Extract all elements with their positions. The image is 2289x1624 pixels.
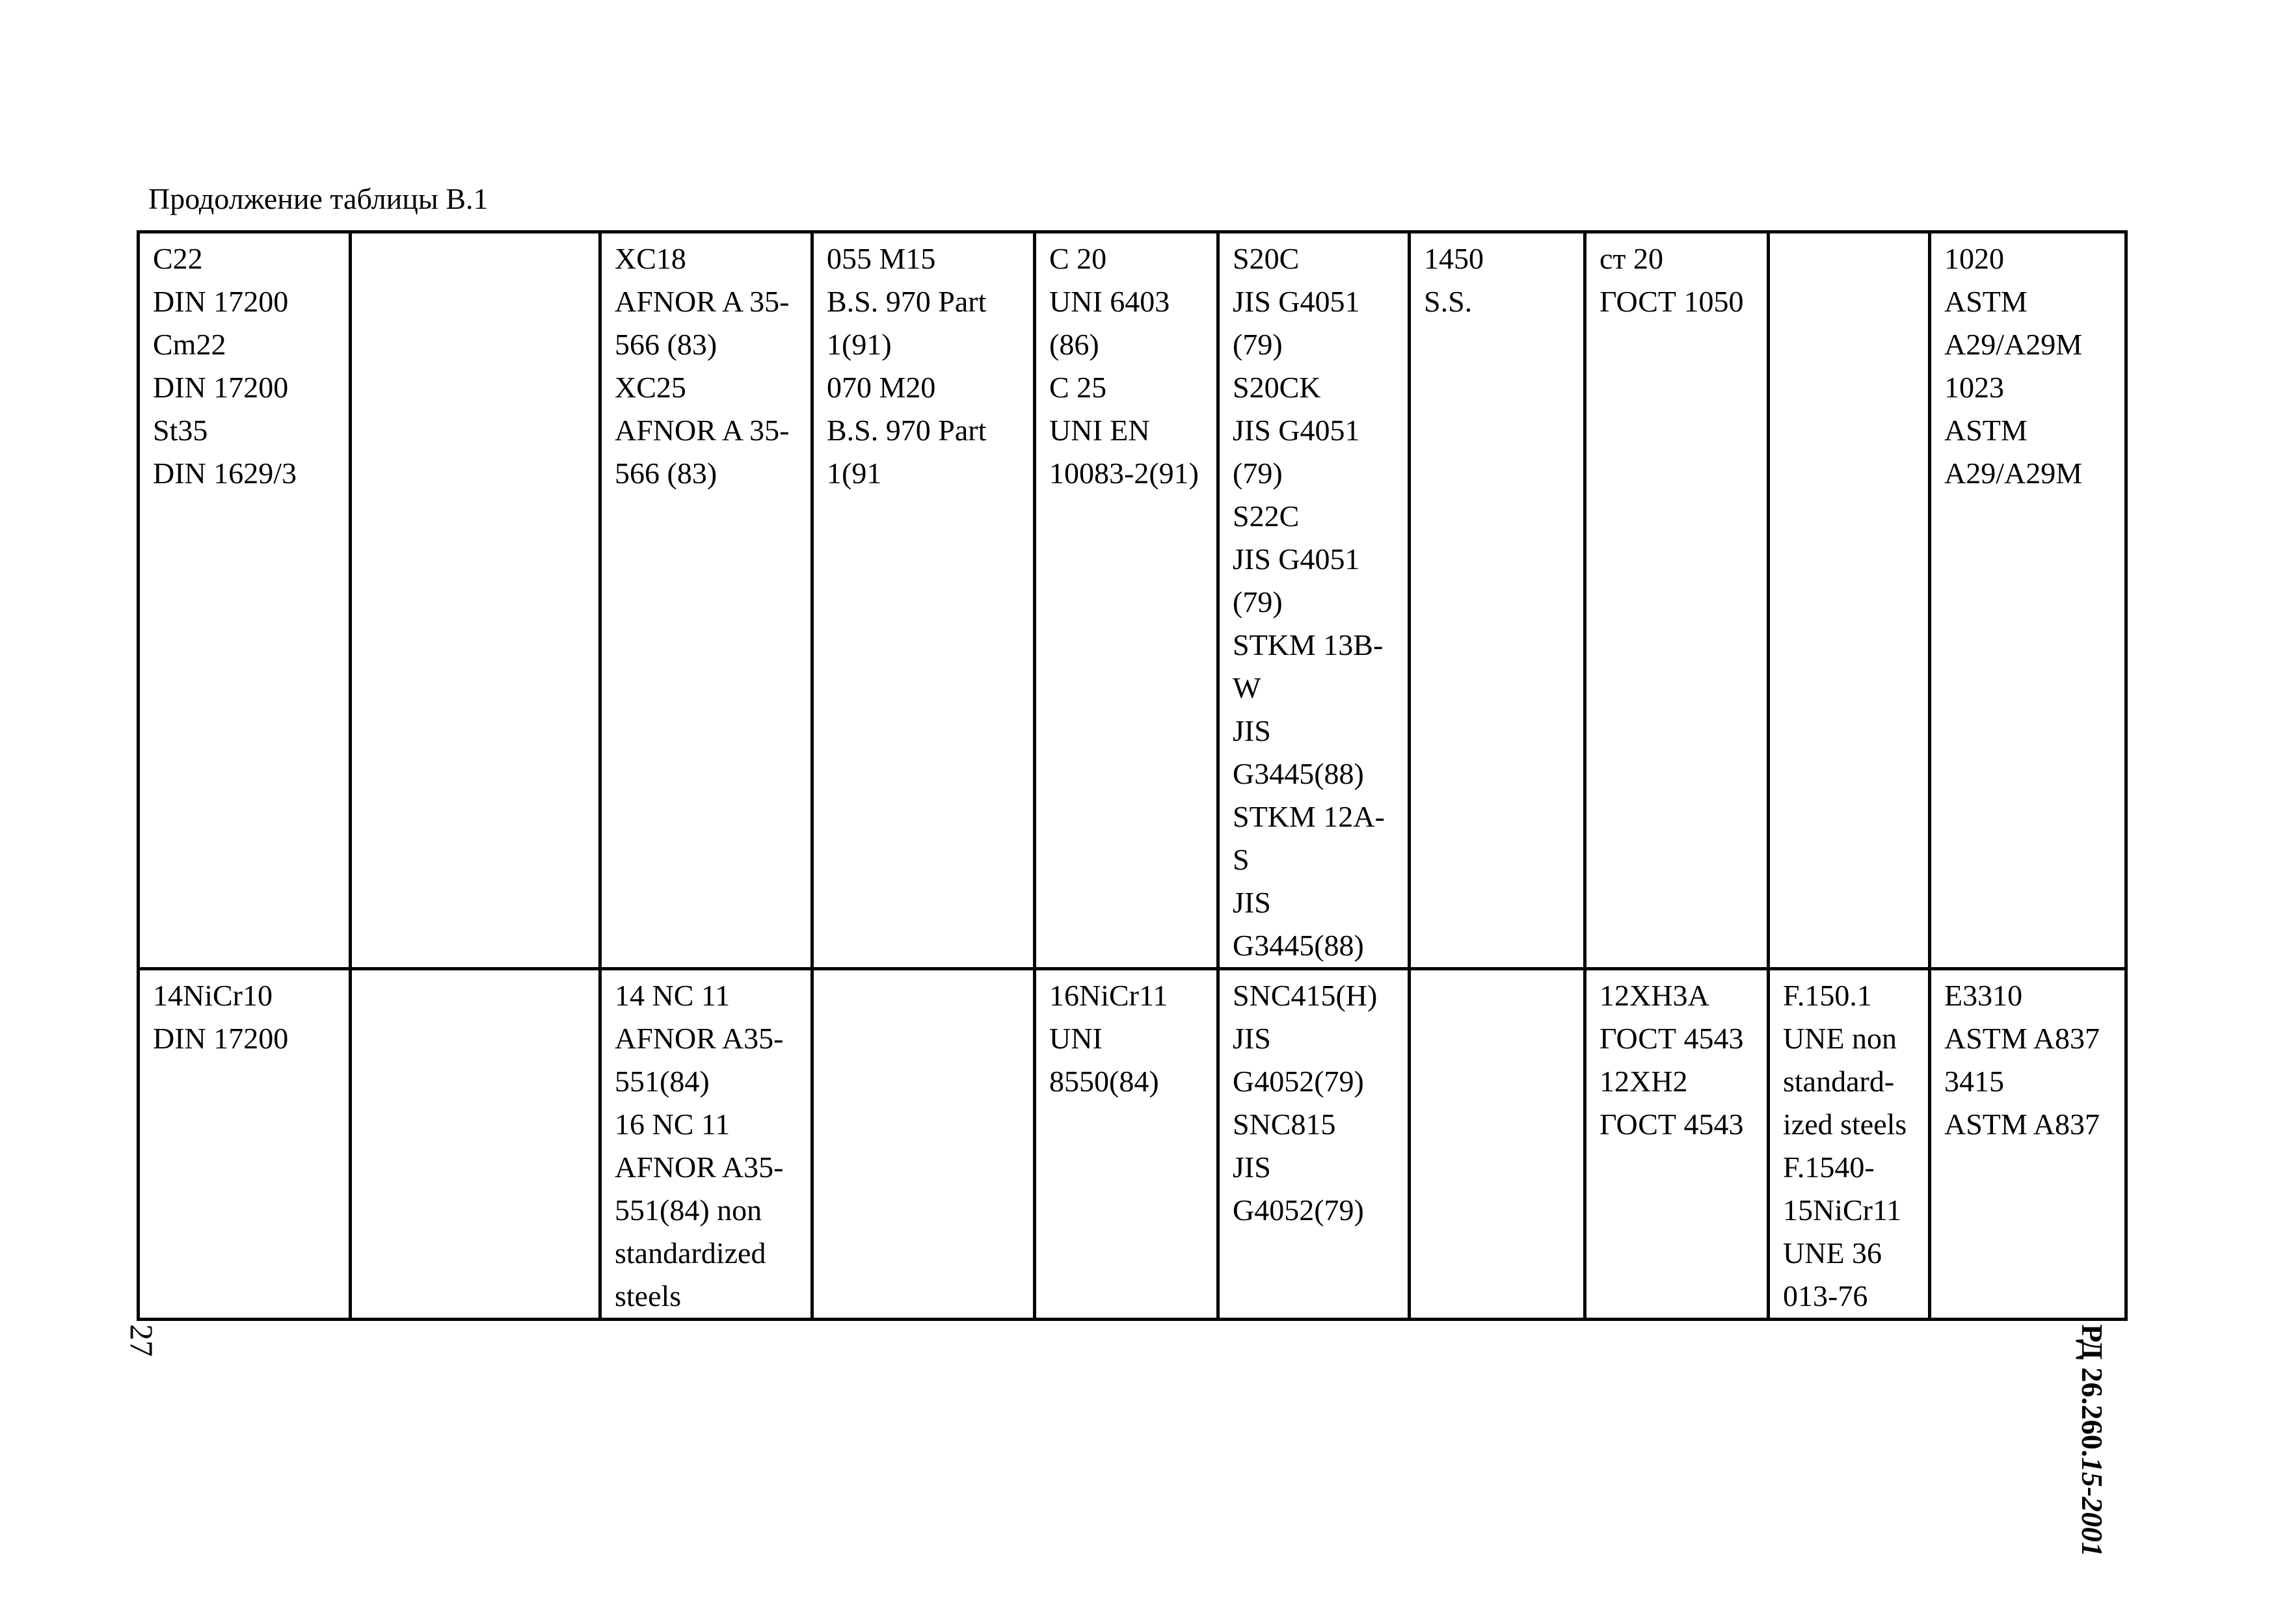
table-cell: 14NiCr10 DIN 17200	[139, 969, 351, 1320]
table-cell	[1769, 232, 1930, 969]
page-number: 27	[124, 1324, 160, 1357]
table-cell: 1450 S.S.	[1410, 232, 1585, 969]
table-cell	[812, 969, 1035, 1320]
table-cell: SNC415(H) JIS G4052(79) SNC815 JIS G4052(79)	[1218, 969, 1410, 1320]
table-cell: E3310 ASTM A837 3415 ASTM A837	[1930, 969, 2126, 1320]
table-cell: ст 20 ГОСТ 1050	[1585, 232, 1769, 969]
table-cell: S20C JIS G4051 (79) S20CK JIS G4051 (79) S22C JIS G4051 (79) STKM 13B- W JIS G3445(88) STKM 12A- S JIS G3445(88)	[1218, 232, 1410, 969]
table-cell: C22 DIN 17200 Cm22 DIN 17200 St35 DIN 1629/3	[139, 232, 351, 969]
table-cell	[351, 232, 600, 969]
table-cell: 055 M15 B.S. 970 Part 1(91) 070 M20 B.S. 970 Part 1(91	[812, 232, 1035, 969]
table-cell	[1410, 969, 1585, 1320]
table-cell: 16NiCr11 UNI 8550(84)	[1035, 969, 1218, 1320]
table-cell: XC18 AFNOR A 35- 566 (83) XC25 AFNOR A 35- 566 (83)	[600, 232, 812, 969]
steel-grades-table	[137, 230, 2128, 1321]
table-cell: 1020 ASTM A29/A29M 1023 ASTM A29/A29M	[1930, 232, 2126, 969]
table-cell: C 20 UNI 6403 (86) C 25 UNI EN 10083-2(91)	[1035, 232, 1218, 969]
table-row	[139, 232, 2126, 969]
table-row	[139, 969, 2126, 1320]
table-cell: F.150.1 UNE non standard- ized steels F.1540- 15NiCr11 UNE 36 013-76	[1769, 969, 1930, 1320]
document-code-handwritten: 15-2001	[2076, 1457, 2109, 1557]
table-cell: 12ХН3А ГОСТ 4543 12ХН2 ГОСТ 4543	[1585, 969, 1769, 1320]
table-caption: Продолжение таблицы В.1	[148, 182, 489, 215]
document-code-printed: РД 26.260.	[2076, 1324, 2109, 1458]
table-cell	[351, 969, 600, 1320]
document-code	[2074, 1324, 2110, 1557]
table-cell: 14 NC 11 AFNOR A35- 551(84) 16 NC 11 AFNOR A35- 551(84) non standardized steels	[600, 969, 812, 1320]
